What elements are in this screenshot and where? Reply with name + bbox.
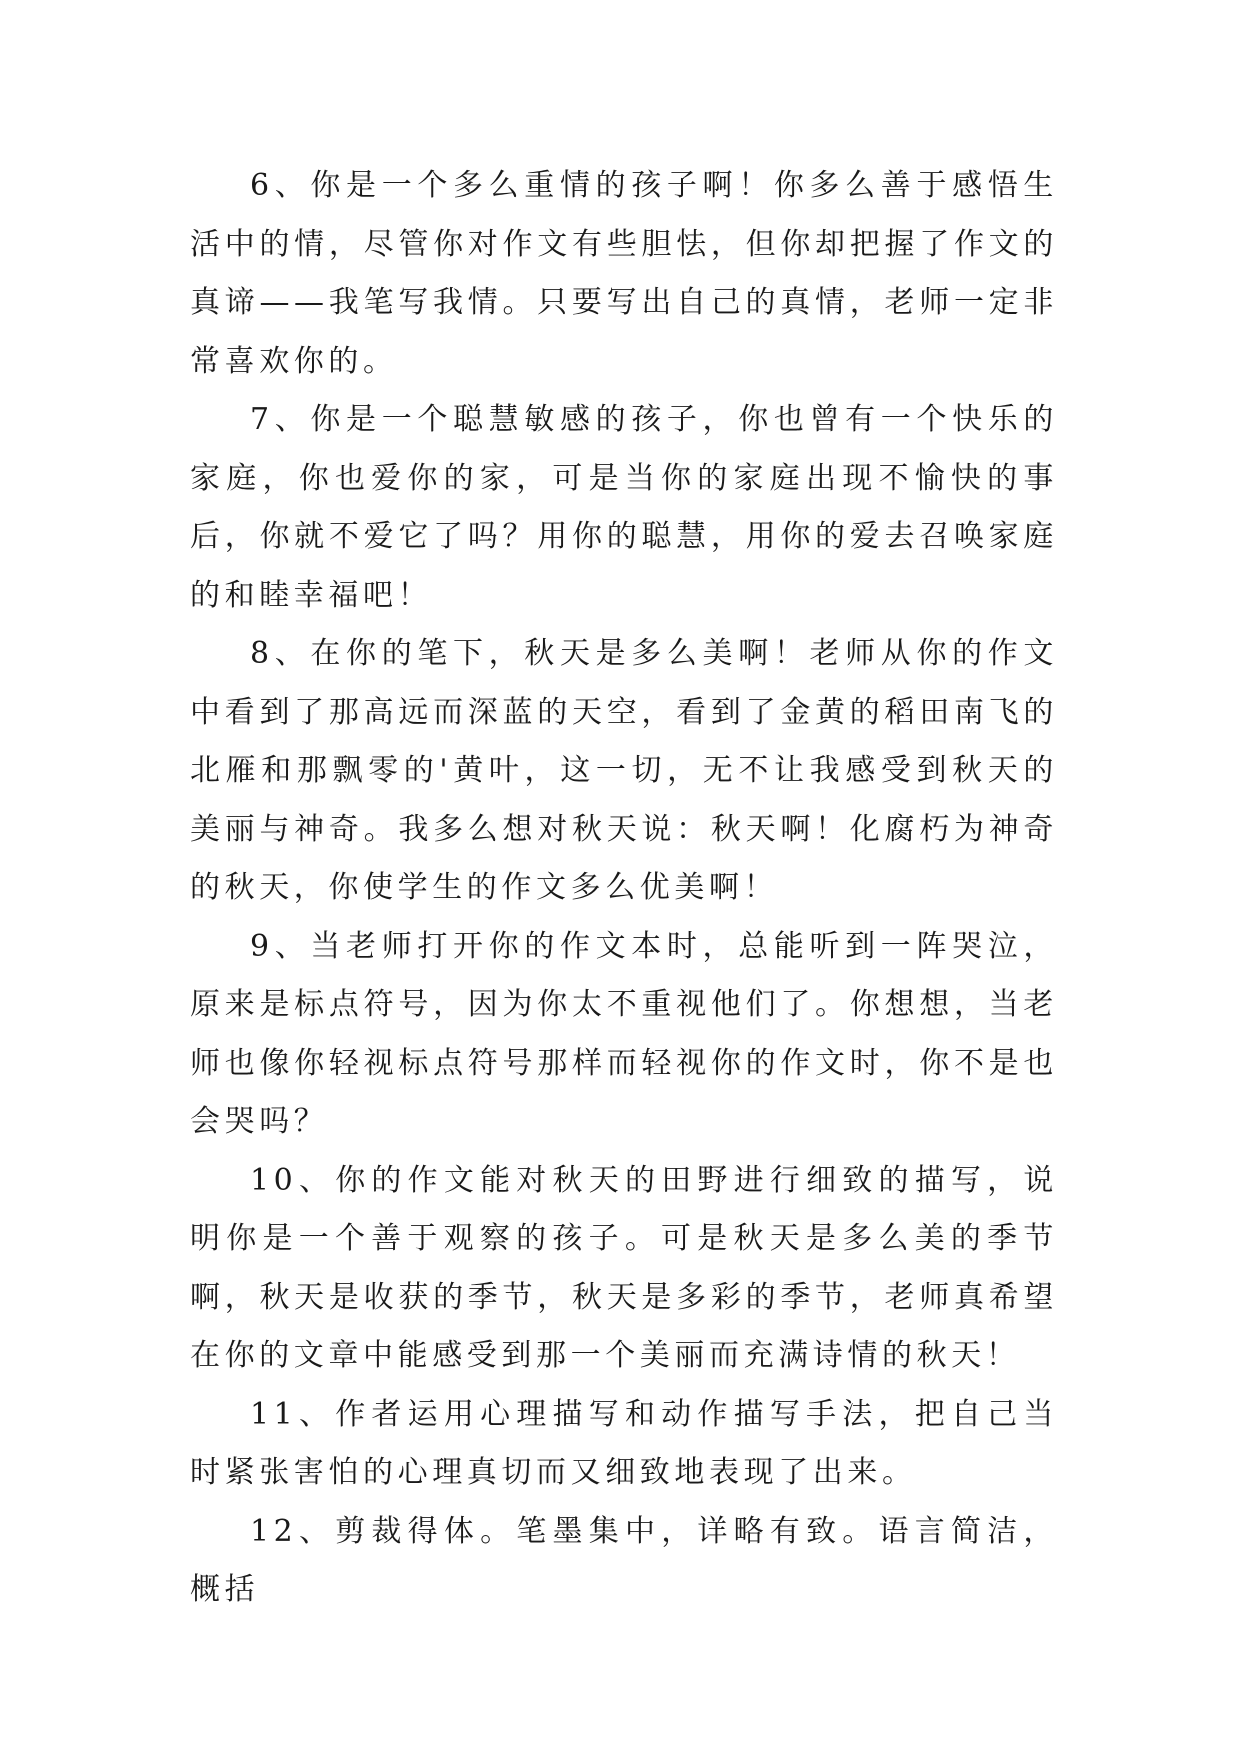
paragraph-10: 10、你的作文能对秋天的田野进行细致的描写，说明你是一个善于观察的孩子。可是秋天是多么美的季节啊，秋天是收获的季节，秋天是多彩的季节，老师真希望在你的文章中能感受到那一个美丽而充满诗情的秋天！ bbox=[190, 1162, 1058, 1373]
paragraph-6: 6、你是一个多么重情的孩子啊！你多么善于感悟生活中的情，尽管你对作文有些胆怯，但你却把握了作文的真谛——我笔写我情。只要写出自己的真情，老师一定非常喜欢你的。 bbox=[190, 168, 1058, 379]
paragraph-7: 7、你是一个聪慧敏感的孩子，你也曾有一个快乐的家庭，你也爱你的家，可是当你的家庭出现不愉快的事后，你就不爱它了吗？用你的聪慧，用你的爱去召唤家庭的和睦幸福吧！ bbox=[190, 402, 1058, 613]
paragraph-12: 12、剪裁得体。笔墨集中，详略有致。语言简洁，概括 bbox=[190, 1513, 1058, 1607]
document-body bbox=[190, 157, 1058, 1620]
paragraph-9: 9、当老师打开你的作文本时，总能听到一阵哭泣，原来是标点符号，因为你太不重视他们了。你想想，当老师也像你轻视标点符号那样而轻视你的作文时，你不是也会哭吗？ bbox=[190, 928, 1058, 1139]
paragraph-8: 8、在你的笔下，秋天是多么美啊！老师从你的作文中看到了那高远而深蓝的天空，看到了金黄的稻田南飞的北雁和那飘零的'黄叶，这一切，无不让我感受到秋天的美丽与神奇。我多么想对秋天说：秋天啊！化腐朽为神奇的秋天，你使学生的作文多么优美啊！ bbox=[190, 636, 1058, 905]
paragraph-11: 11、作者运用心理描写和动作描写手法，把自己当时紧张害怕的心理真切而又细致地表现了出来。 bbox=[190, 1396, 1058, 1490]
